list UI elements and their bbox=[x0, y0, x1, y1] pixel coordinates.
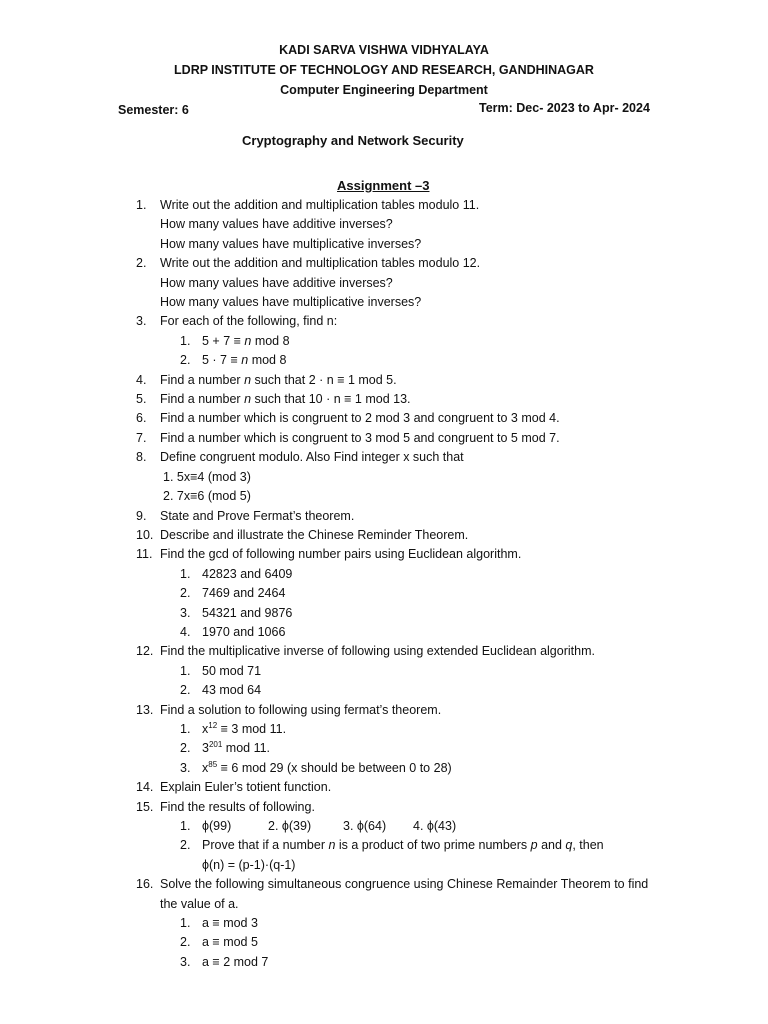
sub-item-text: 5 · 7 ≡ bbox=[202, 353, 242, 368]
variable: n bbox=[328, 838, 336, 853]
question-text: How many values have additive inverses? bbox=[160, 217, 393, 232]
question-number: 12. bbox=[136, 644, 154, 659]
sub-item-text: 50 mod 71 bbox=[202, 663, 262, 678]
sub-item-text: , then bbox=[572, 838, 604, 853]
sub-item-text: 1970 and 1066 bbox=[202, 624, 286, 639]
phi-item: 4. ϕ(43) bbox=[413, 819, 457, 833]
sub-item bbox=[0, 332, 768, 351]
question-text: Find the results of following. bbox=[160, 799, 315, 814]
sub-item-text: 5 + 7 ≡ bbox=[202, 333, 245, 348]
sub-item-text: 1. 5x≡4 (mod 3) bbox=[163, 469, 251, 484]
question-text: Explain Euler’s totient function. bbox=[160, 780, 332, 795]
question-16 bbox=[0, 875, 768, 914]
sub-item bbox=[0, 584, 768, 603]
sub-item bbox=[0, 953, 768, 972]
sub-item-text: is a product of two prime numbers bbox=[335, 838, 531, 853]
sub-item bbox=[0, 759, 768, 778]
question-9 bbox=[0, 507, 768, 526]
question-number: 9. bbox=[136, 508, 147, 523]
variable: n bbox=[241, 353, 249, 368]
base: x bbox=[202, 721, 209, 736]
question-number: 5. bbox=[136, 392, 147, 407]
phi-item: ϕ(99) bbox=[202, 819, 232, 833]
department-name: Computer Engineering Department bbox=[280, 83, 488, 97]
sub-item bbox=[0, 623, 768, 642]
question-text: Write out the addition and multiplication tables modulo 11. bbox=[160, 198, 480, 212]
semester-label: Semester: 6 bbox=[118, 103, 189, 117]
question-text: Describe and illustrate the Chinese Reminder Theorem. bbox=[160, 527, 469, 542]
sub-item-number: 4. bbox=[180, 624, 191, 639]
base: x bbox=[202, 760, 209, 775]
question-text: Find the gcd of following number pairs using Euclidean algorithm. bbox=[160, 547, 522, 562]
question-10 bbox=[0, 526, 768, 545]
document-page bbox=[0, 40, 768, 969]
question-1 bbox=[0, 196, 768, 254]
sub-item bbox=[0, 720, 768, 739]
sub-item-number: 2. bbox=[180, 683, 191, 698]
phi-item: 2. ϕ(39) bbox=[268, 819, 312, 833]
formula: ϕ(n) = (p-1)·(q-1) bbox=[202, 857, 296, 872]
sub-item bbox=[0, 914, 768, 933]
subject-title: Cryptography and Network Security bbox=[242, 133, 464, 148]
sub-item-number: 1. bbox=[180, 566, 191, 581]
question-11 bbox=[0, 545, 768, 564]
question-number: 15. bbox=[136, 799, 154, 814]
question-text: such that 2 · n ≡ 1 mod 5. bbox=[251, 372, 397, 387]
sub-item bbox=[0, 817, 768, 836]
question-7 bbox=[0, 429, 768, 448]
question-number: 13. bbox=[136, 702, 154, 717]
question-text: How many values have multiplicative inverses? bbox=[160, 236, 422, 251]
sub-item-text: 54321 and 9876 bbox=[202, 605, 293, 620]
question-text: the value of a. bbox=[160, 896, 239, 911]
sub-item-number: 1. bbox=[180, 333, 191, 348]
question-text: Define congruent modulo. Also Find integer x such that bbox=[160, 450, 464, 465]
assignment-title: Assignment –3 bbox=[337, 178, 430, 193]
sub-item-number: 3. bbox=[180, 605, 191, 620]
sub-item bbox=[0, 739, 768, 758]
sub-item bbox=[0, 487, 768, 506]
question-2 bbox=[0, 254, 768, 312]
sub-item bbox=[0, 351, 768, 370]
sub-item-number: 1. bbox=[180, 721, 191, 736]
sub-item-number: 2. bbox=[180, 838, 191, 853]
question-number: 7. bbox=[136, 430, 147, 445]
semester-term-row bbox=[0, 100, 768, 120]
sub-item-text: a ≡ mod 3 bbox=[202, 916, 258, 931]
variable: n bbox=[244, 392, 252, 407]
sub-item bbox=[0, 836, 768, 875]
question-text: such that 10 · n ≡ 1 mod 13. bbox=[251, 392, 411, 407]
variable: n bbox=[244, 372, 252, 387]
phi-item: 3. ϕ(64) bbox=[343, 819, 387, 833]
question-8 bbox=[0, 448, 768, 467]
sub-item-text: a ≡ 2 mod 7 bbox=[202, 954, 269, 969]
question-13 bbox=[0, 701, 768, 720]
question-number: 16. bbox=[136, 877, 154, 892]
question-text: Find a solution to following using fermat’s theorem. bbox=[160, 702, 442, 717]
question-text: State and Prove Fermat’s theorem. bbox=[160, 508, 355, 523]
question-number: 1. bbox=[136, 198, 147, 212]
term-label: Term: Dec- 2023 to Apr- 2024 bbox=[479, 101, 650, 115]
sub-item-number: 3. bbox=[180, 954, 191, 969]
question-5 bbox=[0, 390, 768, 409]
question-12 bbox=[0, 642, 768, 661]
sub-item bbox=[0, 662, 768, 681]
question-14 bbox=[0, 778, 768, 797]
sub-item-text: 2. 7x≡6 (mod 5) bbox=[163, 489, 251, 504]
sub-item-text: mod 8 bbox=[251, 333, 290, 348]
variable: q bbox=[565, 838, 573, 853]
sub-item-number: 2. bbox=[180, 935, 191, 950]
question-text: Find a number bbox=[160, 372, 245, 387]
question-text: For each of the following, find n: bbox=[160, 314, 338, 329]
question-text: Solve the following simultaneous congruence using Chinese Remainder Theorem to find bbox=[160, 877, 649, 892]
question-number: 14. bbox=[136, 780, 154, 795]
sub-item-text: mod 8 bbox=[248, 353, 287, 368]
question-number: 10. bbox=[136, 527, 154, 542]
sub-item-number: 2. bbox=[180, 586, 191, 601]
sub-item-number: 2. bbox=[180, 353, 191, 368]
sub-item bbox=[0, 565, 768, 584]
university-name: KADI SARVA VISHWA VIDHYALAYA bbox=[279, 43, 489, 57]
question-15 bbox=[0, 798, 768, 817]
sub-item-text: a ≡ mod 5 bbox=[202, 935, 258, 950]
sub-item-text: ≡ 3 mod 11. bbox=[217, 721, 287, 736]
question-number: 6. bbox=[136, 411, 147, 426]
question-text: How many values have multiplicative inverses? bbox=[160, 295, 422, 310]
sub-item-number: 1. bbox=[180, 819, 191, 833]
sub-item-text: ≡ 6 mod 29 (x should be between 0 to 28) bbox=[217, 760, 452, 775]
sub-item-number: 1. bbox=[180, 916, 191, 931]
question-number: 3. bbox=[136, 314, 147, 329]
question-number: 2. bbox=[136, 256, 147, 271]
question-text: Find a number which is congruent to 2 mod 3 and congruent to 3 mod 4. bbox=[160, 411, 560, 426]
sub-item bbox=[0, 468, 768, 487]
question-4 bbox=[0, 371, 768, 390]
question-text: Find a number bbox=[160, 392, 245, 407]
sub-item-number: 2. bbox=[180, 741, 191, 756]
question-number: 8. bbox=[136, 450, 147, 465]
sub-item-text: 43 mod 64 bbox=[202, 683, 262, 698]
question-text: How many values have additive inverses? bbox=[160, 275, 393, 290]
question-text: Find a number which is congruent to 3 mod 5 and congruent to 5 mod 7. bbox=[160, 430, 560, 445]
question-text: Write out the addition and multiplication tables modulo 12. bbox=[160, 256, 481, 271]
base: 3 bbox=[202, 741, 209, 756]
question-list bbox=[0, 196, 768, 972]
sub-item-number: 3. bbox=[180, 760, 191, 775]
sub-item-text: 42823 and 6409 bbox=[202, 566, 293, 581]
sub-item bbox=[0, 933, 768, 952]
exponent: 201 bbox=[208, 740, 223, 750]
exponent: 85 bbox=[208, 759, 218, 769]
sub-item bbox=[0, 604, 768, 623]
question-number: 4. bbox=[136, 372, 147, 387]
exponent: 12 bbox=[208, 720, 218, 730]
sub-item-text: mod 11. bbox=[222, 741, 271, 756]
variable: n bbox=[244, 333, 252, 348]
question-3 bbox=[0, 312, 768, 331]
variable: p bbox=[530, 838, 538, 853]
institute-name: LDRP INSTITUTE OF TECHNOLOGY AND RESEARCH, GANDHINAGAR bbox=[174, 63, 594, 77]
question-text: Find the multiplicative inverse of following using extended Euclidean algorithm. bbox=[160, 644, 595, 659]
question-number: 11. bbox=[136, 547, 153, 562]
question-6 bbox=[0, 409, 768, 428]
sub-item-number: 1. bbox=[180, 663, 191, 678]
sub-item-text: Prove that if a number bbox=[202, 838, 329, 853]
sub-item-text: and bbox=[537, 838, 566, 853]
sub-item bbox=[0, 681, 768, 700]
sub-item-text: 7469 and 2464 bbox=[202, 586, 286, 601]
